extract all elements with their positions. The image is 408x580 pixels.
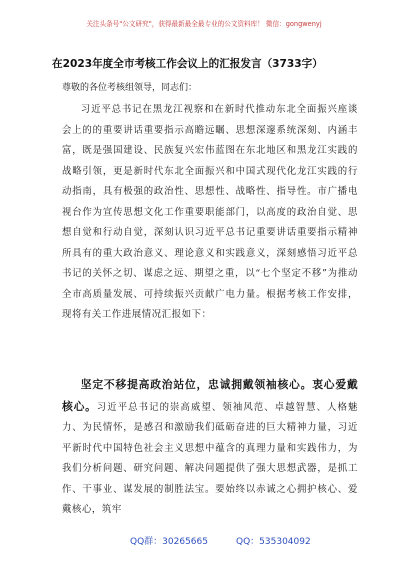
document-title: 在2023年度全市考核工作会议上的汇报发言（3733字） (52, 58, 323, 70)
paragraph-section-one (62, 375, 358, 521)
qq-contact-text: QQ：535304092 (236, 537, 311, 547)
banner-text: 关注头条号"公文研究"，获得最新最全最专业的公文资料库！ 微信：gongwenyj (86, 20, 322, 28)
section-body: 习近平总书记的崇高威望、领袖风范、卓越智慧、人格魅力、为民情怀，是感召和激励我们砥砺奋进的巨大精神力量，习近平新时代中国特色社会主义思想中蕴含的真理力量和实践伟力，为我们分析问题、研究问题、解决问题提供了强大思想武器，是抓工作、干事业、谋发展的制胜法宝。要始终以赤诚之心拥护核心、爱戴核心，筑牢 (62, 401, 358, 515)
paragraph-intro: 习近平总书记在黑龙江视察和在新时代推动东北全面振兴座谈会上的的重要讲话重要指示高瞻远瞩、思想深邃系统深刻、内涵丰富，既是强国建设、民族复兴宏伟蓝图在东北地区和黑龙江实践的战略引领，更是新时代东北全面振兴和中国式现代化龙江实践的行动指南，具有极强的政治性、思想性、战略性、指导性。市广播电视台作为宣传思想文化工作重要职能部门，以高度的政治自觉、思想自觉和行动自觉，深刻认识习近平总书记重要讲话重要指示精神所具有的重大政治意义、理论意义和实践意义，深刻感悟习近平总书记的关怀之切、谋虑之远、期望之重，以“七个坚定不移”为推动全市高质量发展、可持续振兴贡献广电力量。根据考核工作安排，现将有关工作进展情况汇报如下： (62, 104, 358, 320)
qq-group-text: QQ群：30265665 (130, 537, 208, 547)
section-heading: 坚定不移提高政治站位，忠诚拥戴领袖核心。衷心爱戴核心。 (62, 378, 358, 413)
greeting: 尊敬的各位考核组领导，同志们： (62, 83, 198, 93)
